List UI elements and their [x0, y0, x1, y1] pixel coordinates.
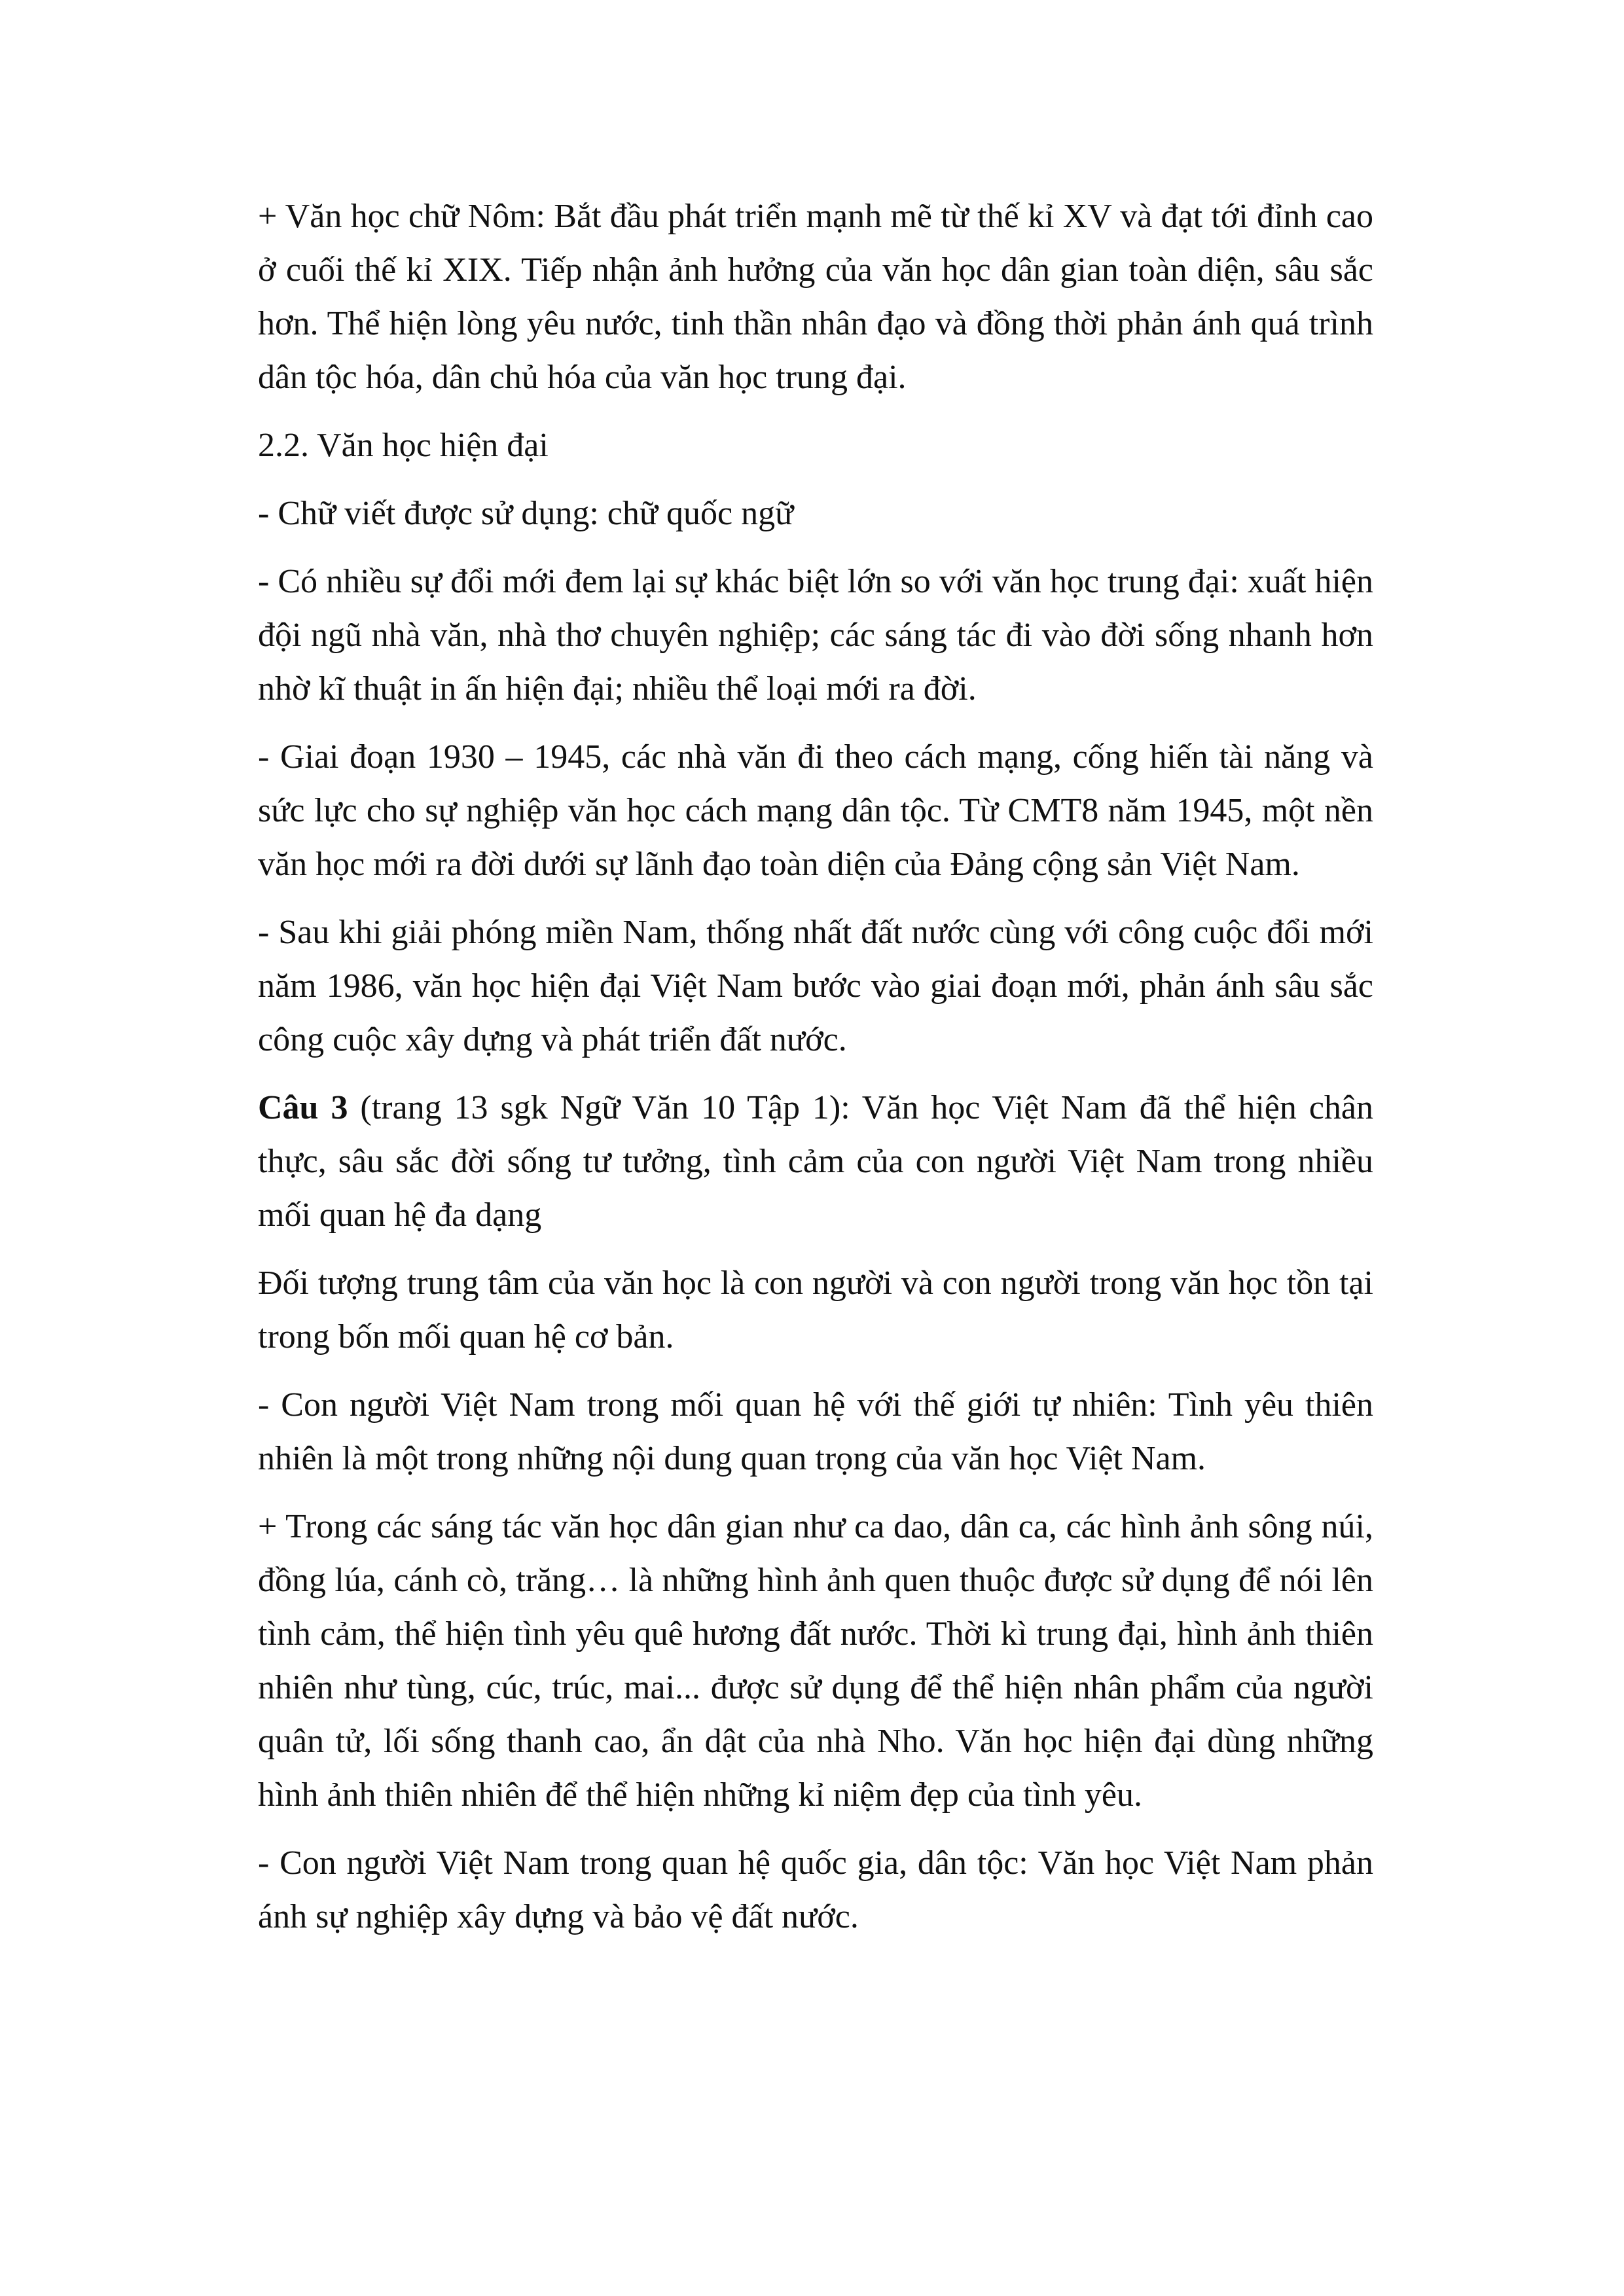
paragraph-nom-literature: + Văn học chữ Nôm: Bắt đầu phát triển mạnh mẽ từ thế kỉ XV và đạt tới đỉnh cao ở cuối thế kỉ XIX. Tiếp nhận ảnh hưởng của văn học dân gian toàn diện, sâu sắc hơn. Thể hiện lòng yêu nước, tinh thần nhân đạo và đồng thời phản ánh quá trình dân tộc hóa, dân chủ hóa của văn học trung đại.	[258, 198, 1373, 396]
answer-paragraph-nation: - Con người Việt Nam trong quan hệ quốc gia, dân tộc: Văn học Việt Nam phản ánh sự nghiệp xây dựng và bảo vệ đất nước.	[258, 1844, 1373, 1935]
paragraph-innovation: - Có nhiều sự đổi mới đem lại sự khác biệt lớn so với văn học trung đại: xuất hiện đội ngũ nhà văn, nhà thơ chuyên nghiệp; các sáng tác đi vào đời sống nhanh hơn nhờ kĩ thuật in ấn hiện đại; nhiều thể loại mới ra đời.	[258, 563, 1373, 708]
question-paragraph	[258, 1081, 1373, 1242]
answer-paragraph-nature: - Con người Việt Nam trong mối quan hệ với thế giới tự nhiên: Tình yêu thiên nhiên là một trong những nội dung quan trọng của văn học Việt Nam.	[258, 1386, 1373, 1477]
section-heading-modern-literature: 2.2. Văn học hiện đại	[258, 427, 549, 464]
answer-paragraph-intro: Đối tượng trung tâm của văn học là con người và con người trong văn học tồn tại trong bốn mối quan hệ cơ bản.	[258, 1265, 1373, 1355]
question-text: (trang 13 sgk Ngữ Văn 10 Tập 1): Văn học Việt Nam đã thể hiện chân thực, sâu sắc đời sống tư tưởng, tình cảm của con người Việt Nam trong nhiều mối quan hệ đa dạng	[258, 1089, 1374, 1234]
document-page	[258, 190, 1373, 1958]
paragraph-1930-1945: - Giai đoạn 1930 – 1945, các nhà văn đi theo cách mạng, cống hiến tài năng và sức lực cho sự nghiệp văn học cách mạng dân tộc. Từ CMT8 năm 1945, một nền văn học mới ra đời dưới sự lãnh đạo toàn diện của Đảng cộng sản Việt Nam.	[258, 738, 1373, 883]
paragraph-script: - Chữ viết được sử dụng: chữ quốc ngữ	[258, 495, 794, 532]
question-label: Câu 3	[258, 1089, 348, 1126]
answer-paragraph-nature-detail: + Trong các sáng tác văn học dân gian như ca dao, dân ca, các hình ảnh sông núi, đồng lúa, cánh cò, trăng… là những hình ảnh quen thuộc được sử dụng để nói lên tình cảm, thể hiện tình yêu quê hương đất nước. Thời kì trung đại, hình ảnh thiên nhiên như tùng, cúc, trúc, mai... được sử dụng để thể hiện nhân phẩm của người quân tử, lối sống thanh cao, ẩn dật của nhà Nho. Văn học hiện đại dùng những hình ảnh thiên nhiên để thể hiện những kỉ niệm đẹp của tình yêu.	[258, 1508, 1373, 1814]
paragraph-after-liberation: - Sau khi giải phóng miền Nam, thống nhất đất nước cùng với công cuộc đổi mới năm 1986, văn học hiện đại Việt Nam bước vào giai đoạn mới, phản ánh sâu sắc công cuộc xây dựng và phát triển đất nước.	[258, 914, 1373, 1058]
